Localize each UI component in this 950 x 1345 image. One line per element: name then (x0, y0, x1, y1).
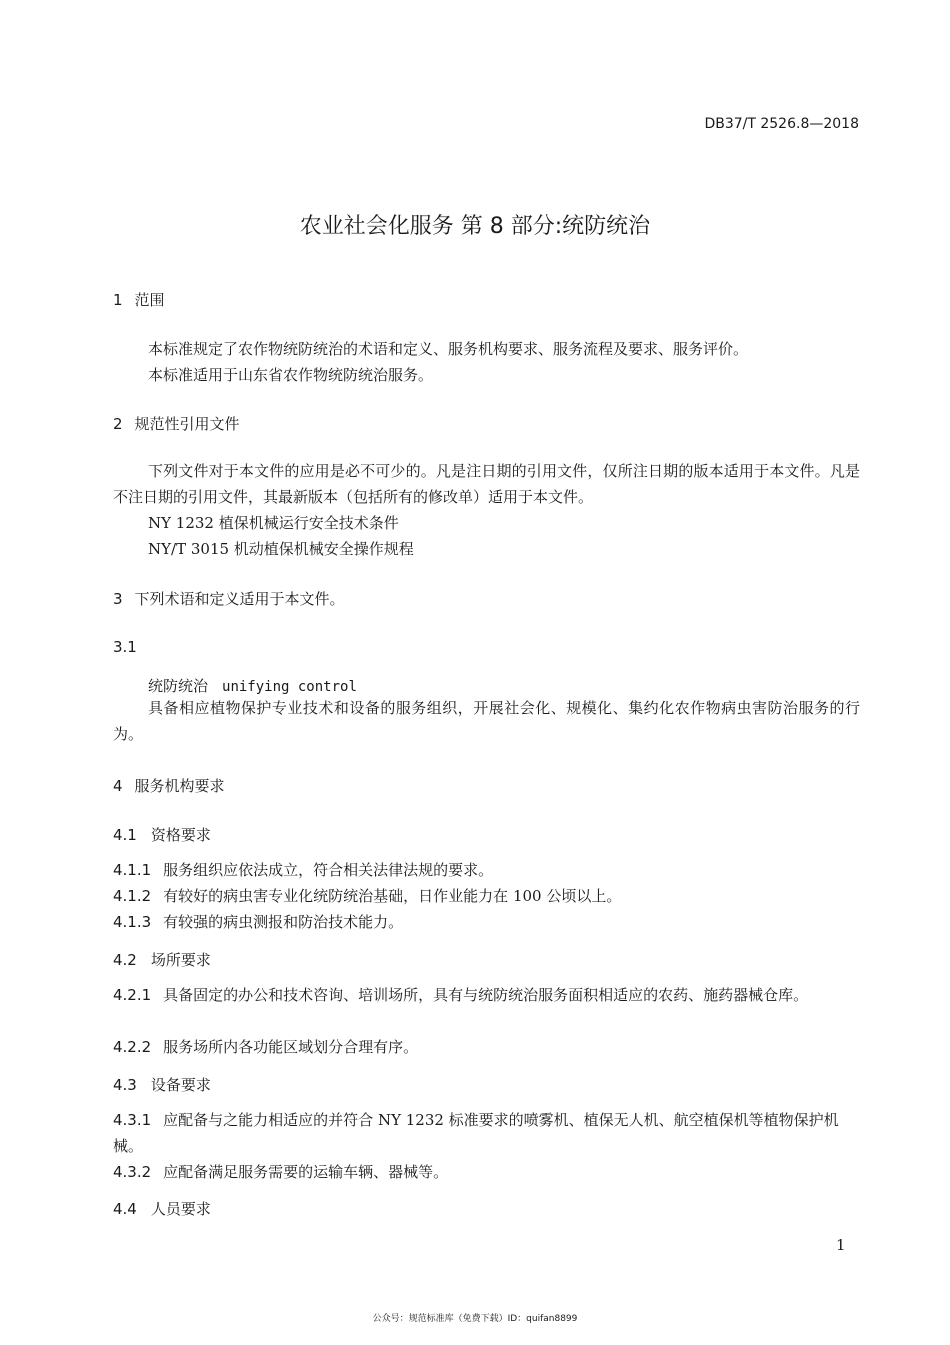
clause-number: 4.2.2 (113, 1038, 152, 1056)
clause-number: 4.1.2 (113, 887, 152, 905)
clause (113, 883, 860, 909)
clause-number: 4.1.3 (113, 913, 152, 931)
clause (113, 1159, 860, 1185)
clause-number: 4.3.2 (113, 1163, 152, 1181)
reference-item: NY 1232 植保机械运行安全技术条件 (148, 514, 399, 532)
reference-item: NY/T 3015 机动植保机械安全操作规程 (148, 540, 414, 558)
subsection-title: 人员要求 (150, 1200, 211, 1218)
subsection-number: 4.4 (113, 1200, 137, 1218)
section-3-heading (113, 588, 345, 609)
subsection-number: 4.1 (113, 826, 137, 844)
term-definition: 具备相应植物保护专业技术和设备的服务组织，开展社会化、规模化、集约化农作物病虫害防治服务的行为。 (113, 699, 860, 743)
subsection-title: 场所要求 (150, 951, 211, 969)
subsection-4-2-heading (113, 949, 211, 970)
subsection-number: 4.2 (113, 951, 137, 969)
document-title: 农业社会化服务 第 8 部分:统防统治 (299, 214, 651, 239)
clause (113, 857, 860, 883)
footer-note: 公众号：规范标准库（免费下载）ID：quifan8899 (372, 1314, 578, 1324)
section-number: 4 (113, 777, 123, 795)
clause-text: 服务场所内各功能区域划分合理有序。 (163, 1038, 419, 1056)
paragraph: 本标准规定了农作物统防统治的术语和定义、服务机构要求、服务流程及要求、服务评价。 (148, 340, 749, 358)
term-entry (148, 675, 357, 696)
document-code: DB37/T 2526.8—2018 (704, 116, 859, 132)
section-2-heading (113, 413, 240, 434)
clause-text: 应配备满足服务需要的运输车辆、器械等。 (163, 1163, 449, 1181)
page-number: 1 (836, 1236, 846, 1254)
paragraph: 下列文件对于本文件的应用是必不可少的。凡是注日期的引用文件，仅所注日期的版本适用于本文件。凡是不注日期的引用文件，其最新版本（包括所有的修改单）适用于本文件。 (113, 462, 860, 506)
clause-text: 应配备与之能力相适应的并符合 NY 1232 标准要求的喷雾机、植保无人机、航空植保机等植物保护机械。 (113, 1111, 839, 1155)
section-4-heading (113, 775, 225, 796)
clause-number: 4.2.1 (113, 986, 152, 1004)
section-number: 2 (113, 415, 123, 433)
clause-text: 服务组织应依法成立，符合相关法律法规的要求。 (163, 861, 494, 879)
term-chinese: 统防统治 (148, 677, 209, 695)
subsection-4-1-heading (113, 824, 211, 845)
section-1-heading (113, 289, 165, 310)
clause-text: 有较好的病虫害专业化统防统治基础，日作业能力在 100 公顷以上。 (163, 887, 622, 905)
section-title: 规范性引用文件 (134, 415, 240, 433)
paragraph: 本标准适用于山东省农作物统防统治服务。 (148, 366, 434, 384)
clause (113, 1107, 860, 1159)
clause-text: 具备固定的办公和技术咨询、培训场所，具有与统防统治服务面积相适应的农药、施药器械仓库。 (163, 986, 809, 1004)
subsection-title: 资格要求 (150, 826, 211, 844)
section-number: 1 (113, 291, 123, 309)
subsection-title: 设备要求 (150, 1076, 211, 1094)
section-title: 范围 (134, 291, 165, 309)
clause-text: 有较强的病虫测报和防治技术能力。 (163, 913, 404, 931)
clause-number: 4.1.1 (113, 861, 152, 879)
section-number: 3 (113, 590, 123, 608)
term-english: unifying control (222, 679, 357, 695)
section-title: 下列术语和定义适用于本文件。 (134, 590, 345, 608)
subsection-number: 4.3 (113, 1076, 137, 1094)
clause (113, 982, 860, 1008)
subsection-4-4-heading (113, 1198, 211, 1219)
section-title: 服务机构要求 (134, 777, 225, 795)
clause-number: 3.1 (113, 638, 137, 656)
subsection-4-3-heading (113, 1074, 211, 1095)
clause (113, 1034, 860, 1060)
clause-number: 4.3.1 (113, 1111, 152, 1129)
clause (113, 909, 860, 935)
